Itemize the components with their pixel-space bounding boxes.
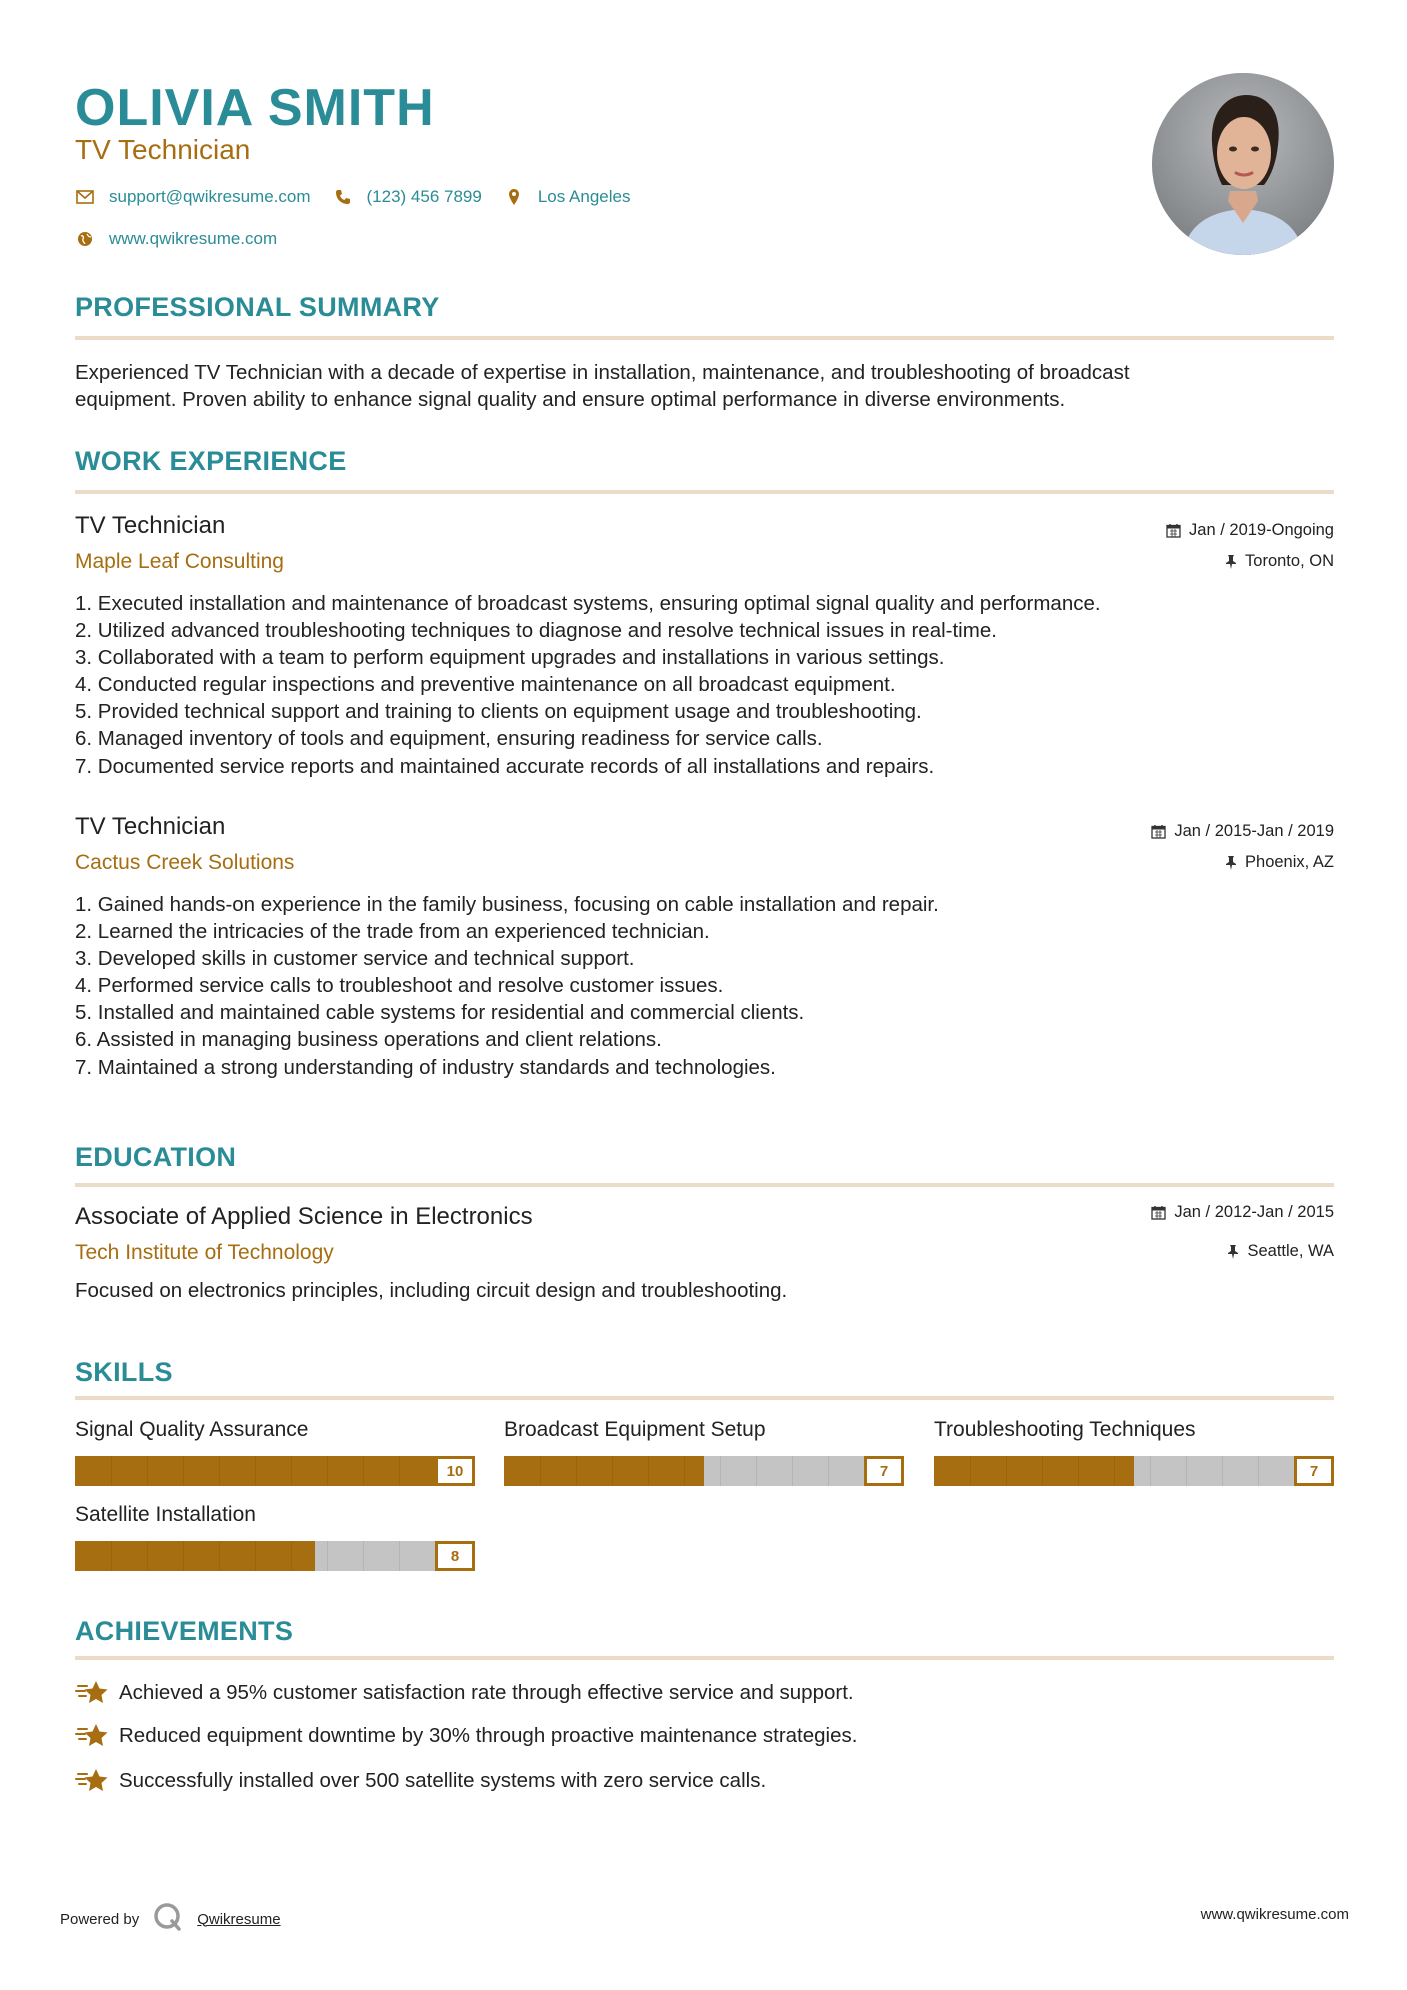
section-divider <box>75 1183 1334 1187</box>
skill-level-fill <box>934 1456 1134 1486</box>
list-item: 6. Assisted in managing business operations and client relations. <box>75 1028 662 1052</box>
list-item: 6. Managed inventory of tools and equipment, ensuring readiness for service calls. <box>75 727 823 751</box>
education-heading: EDUCATION <box>75 1142 237 1172</box>
job-dates <box>1151 822 1334 841</box>
skill-segment-divider <box>792 1456 793 1486</box>
achievements-heading: ACHIEVEMENTS <box>75 1616 294 1646</box>
skill-level-fill <box>75 1456 475 1486</box>
education-dates <box>1151 1203 1334 1222</box>
skill-segment-divider <box>720 1456 721 1486</box>
job-dates <box>1166 521 1334 540</box>
skill-name: Satellite Installation <box>75 1503 256 1526</box>
skill-segment-divider <box>684 1456 685 1486</box>
qwikresume-logo-icon <box>153 1902 183 1936</box>
summary-line: Experienced TV Technician with a decade of expertise in installation, maintenance, and troubleshooting of broadcast <box>75 361 1130 384</box>
company-name: Maple Leaf Consulting <box>75 550 284 573</box>
skill-segment-divider <box>255 1541 256 1571</box>
candidate-title: TV Technician <box>75 134 251 165</box>
school-name: Tech Institute of Technology <box>75 1241 334 1264</box>
dates-text: Jan / 2015-Jan / 2019 <box>1174 822 1334 840</box>
summary-heading: PROFESSIONAL SUMMARY <box>75 292 440 322</box>
achievement-text: Successfully installed over 500 satellite systems with zero service calls. <box>119 1769 767 1792</box>
skill-level-bar <box>75 1456 475 1486</box>
skill-segment-divider <box>540 1456 541 1486</box>
skill-segment-divider <box>970 1456 971 1486</box>
job-title: TV Technician <box>75 813 226 840</box>
calendar-icon <box>1151 1205 1166 1220</box>
pin-icon <box>1225 554 1237 570</box>
list-item: 4. Conducted regular inspections and preventive maintenance on all broadcast equipment. <box>75 673 896 697</box>
skill-segment-divider <box>327 1541 328 1571</box>
location-text: Toronto, ON <box>1245 552 1334 570</box>
map-pin-icon <box>504 187 524 207</box>
website-item[interactable] <box>75 229 277 249</box>
list-item: 3. Developed skills in customer service and technical support. <box>75 947 635 971</box>
job-title: TV Technician <box>75 512 226 539</box>
globe-icon <box>75 229 95 249</box>
experience-heading: WORK EXPERIENCE <box>75 446 347 476</box>
job-bullets <box>75 590 1334 780</box>
skill-level-value: 7 <box>1294 1456 1334 1486</box>
skill-segment-divider <box>111 1541 112 1571</box>
skill-segment-divider <box>1042 1456 1043 1486</box>
skill-level-value: 10 <box>435 1456 475 1486</box>
list-item: 7. Documented service reports and maintained accurate records of all installations and repairs. <box>75 754 935 778</box>
list-item: 5. Provided technical support and training to clients on equipment usage and troubleshooting. <box>75 700 922 724</box>
skill-segment-divider <box>363 1456 364 1486</box>
skill-name: Signal Quality Assurance <box>75 1418 309 1441</box>
star-icon <box>75 1721 109 1751</box>
phone-icon <box>333 187 353 207</box>
skill-segment-divider <box>363 1541 364 1571</box>
skill-level-bar <box>934 1456 1334 1486</box>
skill-segment-divider <box>399 1456 400 1486</box>
summary-line: equipment. Proven ability to enhance signal quality and ensure optimal performance in diverse environments. <box>75 388 1066 411</box>
envelope-icon <box>75 187 95 207</box>
candidate-name: OLIVIA SMITH <box>75 79 435 137</box>
location-item <box>504 187 631 207</box>
achievement-item <box>75 1766 766 1796</box>
contact-row <box>75 187 652 207</box>
star-icon <box>75 1766 109 1796</box>
skill-segment-divider <box>219 1456 220 1486</box>
skill-segment-divider <box>1222 1456 1223 1486</box>
achievement-text: Achieved a 95% customer satisfaction rate through effective service and support. <box>119 1681 854 1704</box>
brand-link[interactable]: Qwikresume <box>197 1910 281 1928</box>
skill-segment-divider <box>219 1541 220 1571</box>
summary-text <box>75 359 1334 413</box>
skill-level-fill <box>504 1456 704 1486</box>
footer-website[interactable]: www.qwikresume.com <box>1200 1906 1349 1923</box>
skill-level-bar <box>504 1456 904 1486</box>
avatar <box>1152 73 1334 255</box>
skill-segment-divider <box>327 1456 328 1486</box>
skill-segment-divider <box>756 1456 757 1486</box>
calendar-icon <box>1166 523 1181 538</box>
email-text[interactable]: support@qwikresume.com <box>109 187 311 206</box>
skill-name: Troubleshooting Techniques <box>934 1418 1196 1441</box>
email-item[interactable] <box>75 187 311 207</box>
skill-segment-divider <box>1150 1456 1151 1486</box>
achievement-item <box>75 1678 854 1708</box>
calendar-icon <box>1151 824 1166 839</box>
achievement-item <box>75 1721 857 1751</box>
section-divider <box>75 490 1334 494</box>
skill-level-value: 7 <box>864 1456 904 1486</box>
job-location <box>1225 552 1334 571</box>
job-bullets <box>75 891 1334 1081</box>
skill-segment-divider <box>399 1541 400 1571</box>
list-item: 3. Collaborated with a team to perform equipment upgrades and installations in various settings. <box>75 646 945 670</box>
skill-segment-divider <box>147 1456 148 1486</box>
skill-segment-divider <box>111 1456 112 1486</box>
website-text[interactable]: www.qwikresume.com <box>109 229 278 248</box>
skill-segment-divider <box>1078 1456 1079 1486</box>
skill-segment-divider <box>612 1456 613 1486</box>
skill-segment-divider <box>183 1541 184 1571</box>
list-item: 5. Installed and maintained cable systems for residential and commercial clients. <box>75 1001 805 1025</box>
section-divider <box>75 336 1334 340</box>
list-item: 1. Executed installation and maintenance of broadcast systems, ensuring optimal signal quality and performance. <box>75 592 1101 615</box>
location-text: Los Angeles <box>537 187 631 206</box>
footer-powered-by <box>60 1902 281 1936</box>
list-item: 4. Performed service calls to troubleshoot and resolve customer issues. <box>75 974 724 998</box>
list-item: 2. Learned the intricacies of the trade from an experienced technician. <box>75 920 710 944</box>
dates-text: Jan / 2012-Jan / 2015 <box>1174 1203 1334 1221</box>
education-description: Focused on electronics principles, including circuit design and troubleshooting. <box>75 1279 788 1302</box>
phone-text[interactable]: (123) 456 7899 <box>366 187 482 206</box>
skill-segment-divider <box>147 1541 148 1571</box>
skill-segment-divider <box>291 1456 292 1486</box>
skill-segment-divider <box>1258 1456 1259 1486</box>
skills-heading: SKILLS <box>75 1357 173 1387</box>
skill-segment-divider <box>291 1541 292 1571</box>
location-text: Phoenix, AZ <box>1245 853 1334 871</box>
star-icon <box>75 1678 109 1708</box>
skill-segment-divider <box>1006 1456 1007 1486</box>
skill-segment-divider <box>1114 1456 1115 1486</box>
section-divider <box>75 1396 1334 1400</box>
skill-segment-divider <box>576 1456 577 1486</box>
degree-title: Associate of Applied Science in Electronics <box>75 1203 533 1230</box>
list-item: 2. Utilized advanced troubleshooting techniques to diagnose and resolve technical issues in real-time. <box>75 619 997 643</box>
achievement-text: Reduced equipment downtime by 30% through proactive maintenance strategies. <box>119 1724 858 1747</box>
pin-icon <box>1225 855 1237 871</box>
pin-icon <box>1227 1244 1239 1260</box>
powered-by-text: Powered by <box>60 1910 140 1928</box>
skill-name: Broadcast Equipment Setup <box>504 1418 766 1441</box>
skill-segment-divider <box>828 1456 829 1486</box>
list-item: 1. Gained hands-on experience in the family business, focusing on cable installation and repair. <box>75 893 939 916</box>
dates-text: Jan / 2019-Ongoing <box>1189 521 1334 539</box>
phone-item[interactable] <box>333 187 482 207</box>
skill-level-bar <box>75 1541 475 1571</box>
section-divider <box>75 1656 1334 1660</box>
website-row <box>75 229 299 249</box>
skill-segment-divider <box>255 1456 256 1486</box>
skill-segment-divider <box>183 1456 184 1486</box>
skill-segment-divider <box>648 1456 649 1486</box>
list-item: 7. Maintained a strong understanding of industry standards and technologies. <box>75 1055 776 1079</box>
skill-segment-divider <box>1186 1456 1187 1486</box>
location-text: Seattle, WA <box>1247 1242 1334 1260</box>
education-location <box>1227 1242 1334 1261</box>
job-location <box>1225 853 1334 872</box>
company-name: Cactus Creek Solutions <box>75 851 295 874</box>
skill-level-value: 8 <box>435 1541 475 1571</box>
